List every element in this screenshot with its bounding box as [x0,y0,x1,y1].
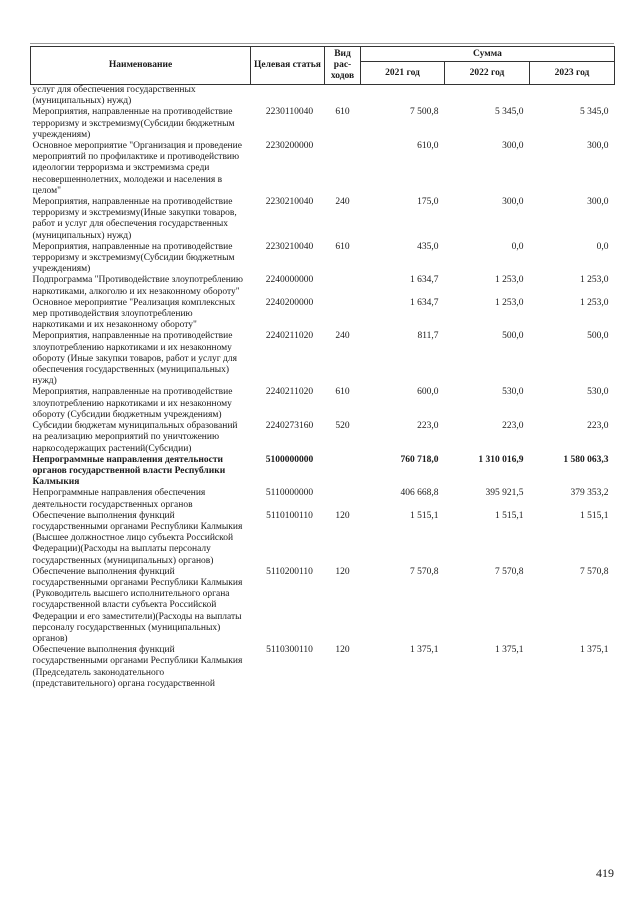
cell-sum-2021: 175,0 [417,197,439,208]
table-row [31,488,615,510]
table-body [31,85,615,690]
cell-vid: 610 [335,107,350,118]
cell-sum-2021: 7 570,8 [410,566,439,577]
cell-code: 2240000000 [265,275,314,286]
table-row [31,197,615,242]
cell-name: Мероприятия, направленные на противодействие терроризму и экстремизму(Субсидии бюджетным учреждениям) [32,241,235,275]
cell-sum-2022: 1 253,0 [495,297,524,308]
cell-sum-2021: 1 634,7 [410,275,439,286]
cell-sum-2022: 530,0 [502,387,524,398]
cell-sum-2021: 1 375,1 [410,645,439,656]
cell-name: Обеспечение выполнения функций государственными органами Республики Калмыкия (Высшее должностное лицо субъекта Российской Федерации)(Расходы на выплаты персоналу государственных (муниципальных) органов) [32,510,243,566]
cell-vid [325,141,361,197]
cell-vid: 120 [335,566,350,577]
cell-sum-2022: 395 921,5 [485,488,524,499]
cell-sum-2023: 223,0 [587,421,609,432]
cell-sum-2022: 223,0 [502,421,524,432]
cell-name: Основное мероприятие "Организация и проведение мероприятий по профилактике и противодействию идеологии терроризма и экстремизма среди несовершеннолетних, молодежи и населения в целом" [32,141,242,196]
cell-code: 2240200000 [265,297,314,308]
table-row [31,107,615,141]
cell-vid [325,455,361,489]
cell-vid: 120 [335,645,350,656]
table-header [31,47,615,85]
cell-sum-2023 [530,85,615,108]
cell-sum-2022: 1 515,1 [495,510,524,521]
cell-sum-2021 [361,85,445,108]
cell-name: Мероприятия, направленные на противодействие терроризму и экстремизму(Иные закупки товаров, работ и услуг для обеспечения государственных (муниципальных) нужд) [32,197,237,241]
cell-vid: 120 [335,510,350,521]
table-row [31,298,615,332]
cell-name: услуг для обеспечения государственных (муниципальных) нужд) [32,85,196,107]
cell-code: 5110300110 [266,645,313,656]
table-row [31,455,615,489]
cell-sum-2023: 530,0 [587,387,609,398]
cell-code: 2240273160 [265,421,314,432]
cell-sum-2021: 610,0 [417,141,439,152]
cell-sum-2021: 811,7 [417,331,439,342]
cell-sum-2021: 406 668,8 [400,488,439,499]
cell-sum-2023: 500,0 [587,331,609,342]
cell-sum-2022: 5 345,0 [495,107,524,118]
budget-table [30,46,615,690]
cell-vid [325,298,361,332]
table-row [31,387,615,421]
table-row [31,421,615,455]
cell-sum-2023: 379 353,2 [570,488,609,499]
cell-sum-2021: 600,0 [417,387,439,398]
cell-vid: 240 [335,197,350,208]
cell-code: 5110100110 [266,510,313,521]
table-row [31,645,615,690]
cell-sum-2023: 0,0 [596,241,609,252]
cell-sum-2022: 500,0 [502,331,524,342]
cell-sum-2023: 1 580 063,3 [563,454,609,465]
cell-vid: 610 [335,387,350,398]
cell-sum-2023: 1 253,0 [580,297,609,308]
table-row [31,511,615,567]
header-year-2023: 2023 год [530,62,615,85]
cell-vid: 610 [335,241,350,252]
header-code: Целевая статья [251,47,325,85]
cell-sum-2023: 5 345,0 [580,107,609,118]
cell-sum-2022: 1 310 016,9 [478,454,524,465]
cell-sum-2022: 300,0 [502,197,524,208]
cell-sum-2022: 0,0 [511,241,524,252]
cell-name: Основное мероприятие "Реализация комплексных мер противодействия злоупотреблению наркотиками и их незаконному обороту" [32,297,236,331]
cell-sum-2021: 760 718,0 [400,454,439,465]
cell-vid: 240 [335,331,350,342]
header-name: Наименование [31,47,251,85]
cell-code: 2230210040 [265,197,314,208]
budget-table-sheet [30,46,614,690]
cell-name: Обеспечение выполнения функций государственными органами Республики Калмыкия (Руководитель высшего исполнительного органа государственной власти субъекта Российской Федерации и его заместители)(Расходы на выплаты персоналу государственных (муниципальных) органов) [32,566,243,644]
cell-sum-2023: 1 253,0 [580,275,609,286]
cell-sum-2022: 7 570,8 [495,566,524,577]
cell-code: 2230210040 [265,241,314,252]
cell-name: Мероприятия, направленные на противодействие злоупотреблению наркотиками и их незаконному обороту (Субсидии бюджетным учреждениям) [32,387,233,420]
cell-sum-2023: 300,0 [587,141,609,152]
cell-name: Мероприятия, направленные на противодействие злоупотреблению наркотиками и их незаконному обороту (Иные закупки товаров, работ и услуг для обеспечения государственных (муниципальных) нужд) [32,331,237,387]
cell-name: Подпрограмма "Противодействие злоупотреблению наркотиками, алкоголю и их незаконному обороту" [32,275,243,297]
cell-name: Мероприятия, направленные на противодействие терроризму и экстремизму(Субсидии бюджетным учреждениям) [32,107,235,140]
cell-code: 2240211020 [265,331,314,342]
cell-code: 2240211020 [265,387,314,398]
header-vid: Вид рас-ходов [325,47,361,85]
page-number: 419 [596,866,614,880]
cell-sum-2021: 7 500,8 [410,107,439,118]
cell-name: Непрограммные направления деятельности органов государственной власти Республики Калмыкия [32,454,226,488]
table-row [31,275,615,297]
cell-sum-2022 [445,85,530,108]
header-sum: Сумма [361,47,615,62]
table-row [31,141,615,197]
cell-code [251,85,325,108]
cell-vid [325,85,361,108]
cell-name: Субсидии бюджетам муниципальных образований на реализацию мероприятий по уничтожению наркосодержащих растений(Субсидии) [32,421,238,454]
cell-name: Обеспечение выполнения функций государственными органами Республики Калмыкия (Председатель законодательного (представительного) органа государственной [32,645,243,689]
cell-sum-2023: 300,0 [587,197,609,208]
cell-sum-2021: 1 515,1 [410,510,439,521]
top-rule [30,43,614,44]
cell-sum-2021: 1 634,7 [410,297,439,308]
cell-code: 2230200000 [265,141,314,152]
cell-sum-2021: 223,0 [417,421,439,432]
header-year-2021: 2021 год [361,62,445,85]
cell-sum-2021: 435,0 [417,241,439,252]
cell-code: 2230110040 [265,107,314,118]
cell-sum-2023: 1 375,1 [580,645,609,656]
table-row [31,331,615,387]
cell-vid [325,275,361,297]
table-row [31,567,615,645]
cell-code: 5110200110 [266,566,313,577]
table-row [31,242,615,276]
cell-code: 5110000000 [265,488,314,499]
cell-sum-2023: 1 515,1 [580,510,609,521]
table-row [31,85,615,108]
cell-code: 5100000000 [265,454,314,465]
cell-vid: 520 [335,421,350,432]
cell-vid [325,488,361,510]
cell-sum-2022: 1 253,0 [495,275,524,286]
cell-sum-2023: 7 570,8 [580,566,609,577]
header-year-2022: 2022 год [445,62,530,85]
cell-sum-2022: 1 375,1 [495,645,524,656]
cell-sum-2022: 300,0 [502,141,524,152]
cell-name: Непрограммные направления обеспечения деятельности государственных органов [32,488,206,510]
